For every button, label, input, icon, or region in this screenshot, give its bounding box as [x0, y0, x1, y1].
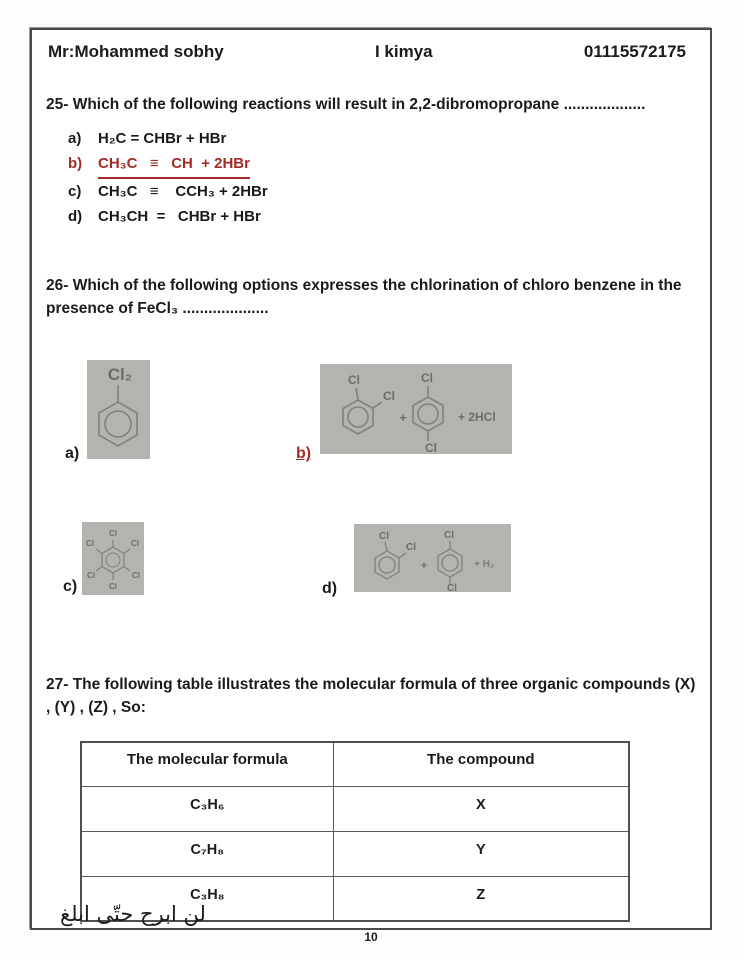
- cl-label: Cl: [383, 389, 395, 404]
- q25-option-b-highlighted: [68, 151, 710, 179]
- h2-label: + H₂: [474, 559, 495, 571]
- page-number: 10: [364, 930, 378, 945]
- compound-cell: Z: [333, 876, 629, 921]
- option-label: d): [68, 208, 83, 226]
- question-26: [32, 275, 710, 650]
- plus-sign: +: [420, 560, 428, 573]
- cl-label: Cl: [425, 441, 437, 455]
- benzene-cl2-structure: [87, 360, 150, 459]
- cl-label: Cl: [87, 571, 95, 581]
- cl-label: Cl: [421, 371, 433, 386]
- phone-number: 01115572175: [583, 42, 686, 61]
- q26-option-b-label: b): [296, 445, 312, 463]
- cl-label: Cl: [132, 571, 140, 581]
- compound-cell: Y: [333, 831, 629, 876]
- formula-cell: C₃H₈: [81, 876, 333, 921]
- option-formula: CH₃C ≡ CCH₃ + 2HBr: [98, 183, 268, 201]
- hcl-label: + 2HCl: [458, 410, 496, 425]
- question-25: [32, 94, 710, 229]
- cl-label: Cl: [348, 373, 360, 388]
- option-label: c): [68, 183, 82, 201]
- q25-option-c: [68, 179, 710, 204]
- worksheet-page: [30, 28, 712, 945]
- question-25-title: 25- Which of the following reactions will result in 2,2-dibromopropane ...................: [46, 96, 646, 113]
- compound-cell: X: [333, 786, 629, 831]
- structure-image-c: [82, 522, 144, 595]
- option-label: a): [68, 130, 82, 148]
- option-formula: CH₃CH = CHBr + HBr: [98, 208, 261, 226]
- teacher-name: Mr:Mohammed sobhy: [48, 42, 224, 61]
- header-molecular-formula: The molecular formula: [81, 742, 333, 786]
- dichlorobenzene-products-structure: [320, 364, 512, 454]
- q25-option-a: [68, 126, 710, 151]
- question-25-options: [68, 126, 710, 229]
- question-27-title: 27- The following table illustrates the molecular formula of three organic compounds (X) , (Y) , (Z) , So:: [46, 676, 696, 716]
- cl-label: Cl: [406, 542, 416, 554]
- table-row: [81, 786, 629, 831]
- molecular-formula-table: [80, 741, 630, 922]
- question-26-figures: [32, 360, 710, 650]
- cl-label: Cl: [109, 529, 117, 539]
- table-row: [81, 831, 629, 876]
- plus-sign: +: [399, 410, 407, 426]
- cl-label: Cl: [109, 582, 117, 592]
- q26-option-c-label: c): [63, 578, 78, 596]
- formula-cell: C₇H₈: [81, 831, 333, 876]
- page-header: [32, 30, 710, 62]
- structure-image-b: [320, 364, 512, 454]
- subject-title: I kimya: [374, 42, 433, 61]
- question-27: [32, 674, 710, 922]
- cl-label: Cl: [444, 530, 454, 542]
- option-formula: H₂C = CHBr + HBr: [98, 130, 227, 148]
- structure-image-d: [354, 524, 511, 592]
- question-26-title: 26- Which of the following options expresses the chlorination of chloro benzene in the presence of FeCl₃ ....................: [46, 277, 682, 317]
- cl2-label: Cl₂: [107, 365, 133, 385]
- q26-option-a-label: a): [65, 445, 80, 463]
- cl-label: Cl: [447, 583, 457, 593]
- cl-label: Cl: [86, 539, 94, 549]
- table-header-row: [81, 742, 629, 786]
- arabic-footer-note: لن ابرح حتّى ابلغ: [60, 902, 206, 926]
- option-label: b): [68, 155, 83, 173]
- dichlorobenzene-h2-structure: [354, 524, 511, 592]
- hexachlorobenzene-structure: [82, 522, 144, 595]
- cl-label: Cl: [379, 531, 389, 543]
- q26-option-d-label: d): [322, 580, 338, 598]
- header-compound: The compound: [333, 742, 629, 786]
- formula-cell: C₃H₆: [81, 786, 333, 831]
- q25-option-d: [68, 204, 710, 229]
- option-formula: CH₃C ≡ CH + 2HBr: [98, 151, 250, 179]
- cl-label: Cl: [131, 539, 139, 549]
- structure-image-a: [87, 360, 150, 459]
